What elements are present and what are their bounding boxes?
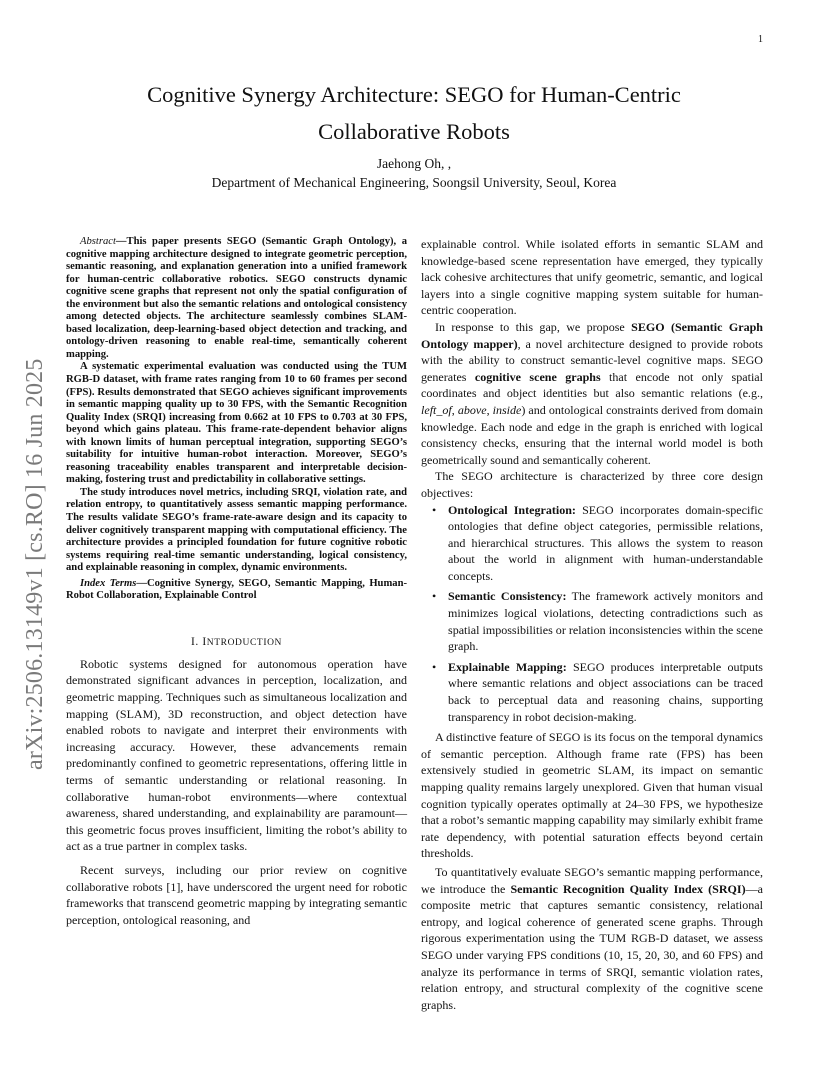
text-run: , xyxy=(486,402,493,417)
intro-paragraph-2: Recent surveys, including our prior review on cognitive collaborative robots [1], have underscored the urgent need for robotic frameworks that transcend geometric mapping by integrating semantic perception, ontological reasoning, and xyxy=(66,862,407,927)
intro-paragraph-7 xyxy=(421,864,763,1013)
arxiv-identifier: arXiv:2506.13149v1 [cs.RO] 16 Jun 2025 xyxy=(22,358,48,770)
relation-left-of: left_of xyxy=(421,402,452,417)
abstract-paragraph-3: The study introduces novel metrics, including SRQI, violation rate, and relation entropy, to quantitatively assess semantic mapping performance. The results validate SEGO’s frame-rate-aware design and its capacity to deliver cognitively transparent mapping with computational efficiency. The architecture provides a principled foundation for future cognitive robotic systems requiring real-time semantic understanding, logical consistency, and explainable reasoning in complex, dynamic environments. xyxy=(66,486,407,574)
index-terms-label: Index Terms xyxy=(80,577,137,589)
intro-paragraph-3: explainable control. While isolated efforts in semantic SLAM and knowledge-based scene representation have emerged, they typically lack cohesive architectures that unify geometric, semantic, and logical layers into a single cognitive mapping system suitable for human-centric cooperation. xyxy=(421,237,763,318)
abstract-label: Abstract xyxy=(80,236,116,247)
bullet-icon: • xyxy=(432,589,437,604)
text-run: —a composite metric that captures semantic consistency, relational entropy, and logical coherence of generated scene graphs. Through rigorous experimentation using the TUM RGB-D dataset, we assess SEGO under varying FPS conditions (10, 15, 20, 30, and 60 FPS) and analyze its performance in terms of SRQI, semantic violation rates, relation entropy, and structural complexity of the cognitive scene graphs. xyxy=(421,881,763,1012)
author-affiliation: Department of Mechanical Engineering, Soongsil University, Seoul, Korea xyxy=(211,175,617,190)
objective-text: SEGO produces interpretable outputs where semantic relations and object associations can be traced back to perceptual data and reasoning chains, supporting transparency in robot decision-making. xyxy=(448,659,763,724)
relation-above: above xyxy=(457,402,487,417)
bullet-icon: • xyxy=(432,659,437,674)
text-run: , a novel architecture designed to provide robots with the ability to construct semantic-level cognitive maps. SEGO generates xyxy=(421,336,763,384)
abstract-text-1: —This paper presents SEGO (Semantic Graph Ontology), a cognitive mapping architecture designed to integrate geometric perception, semantic reasoning, and explanation generation into a unified framework for human-centric collaborative robotics. SEGO constructs dynamic cognitive scene graphs that represent not only the spatial configuration of the environment but also the semantic relations and ontological consistency among detected objects. The architecture seamlessly combines SLAM-based localization, deep-learning-based object detection and tracking, and ontology-driven reasoning to enable real-time, semantically coherent mapping. xyxy=(66,236,407,360)
intro-paragraph-4 xyxy=(421,319,763,468)
text-run: that encode not only spatial coordinates and object identities but also semantic relations (e.g., xyxy=(421,369,763,401)
design-objectives-list xyxy=(421,502,763,726)
text-run: To quantitatively evaluate SEGO’s semantic mapping performance, we introduce the xyxy=(421,864,763,896)
objective-text: The framework actively monitors and minimizes logical violations, detecting contradictions such as spatial impossibilities or relation inconsistencies within the scene graph. xyxy=(448,589,763,654)
objective-item xyxy=(421,588,763,654)
intro-paragraph-5: The SEGO architecture is characterized by three core design objectives: xyxy=(421,469,763,500)
paper-title xyxy=(70,76,758,150)
index-terms-text: —Cognitive Synergy, SEGO, Semantic Mapping, Human-Robot Collaboration, Explainable Control xyxy=(66,577,407,602)
srqi-term: Semantic Recognition Quality Index (SRQI) xyxy=(510,881,746,896)
objective-item xyxy=(421,502,763,585)
section-heading-introduction xyxy=(66,636,407,648)
sego-term: SEGO (Semantic Graph Ontology mapper) xyxy=(421,319,763,351)
text-run: ) and ontological constraints derived from domain knowledge. Each node and edge in the graph is enriched with logical consistency checks, ensuring that the internal world model is both geometrically sound and semantically coherent. xyxy=(421,402,763,467)
text-run: , xyxy=(451,402,458,417)
cognitive-scene-graphs-term: cognitive scene graphs xyxy=(474,369,601,384)
right-column xyxy=(421,236,763,1013)
page-number: 1 xyxy=(758,34,763,45)
objective-label: Semantic Consistency: xyxy=(448,589,567,604)
title-line-1: Cognitive Synergy Architecture: SEGO for Human-Centric xyxy=(147,82,681,107)
relation-inside: inside xyxy=(492,402,522,417)
title-line-2: Collaborative Robots xyxy=(318,119,510,144)
bullet-icon: • xyxy=(432,502,437,517)
section-title-rest: NTRODUCTION xyxy=(206,637,283,648)
left-column xyxy=(66,236,407,928)
intro-paragraph-6: A distinctive feature of SEGO is its focus on the temporal dynamics of semantic perception. Although frame rate (FPS) has been extensively studied in geometric SLAM, its impact on semantic mapping quality remains largely unexplored. Given that human visual cognition typically operates optimally at 24–30 FPS, we hypothesize that a robot’s semantic mapping capability may similarly exhibit frame rate dependency, with potential saturation effects beyond certain thresholds. xyxy=(421,730,763,861)
abstract-paragraph-1 xyxy=(66,236,407,361)
text-run: In response to this gap, we propose xyxy=(435,319,632,334)
abstract-paragraph-2: A systematic experimental evaluation was conducted using the TUM RGB-D dataset, with frame rates ranging from 10 to 60 frames per second (FPS). Results demonstrated that SEGO achieves significant improvements in semantic mapping quality up to 30 FPS, with the Semantic Recognition Quality Index (SRQI) increasing from 0.662 at 10 FPS to 0.703 at 30 FPS, beyond which gains plateau. This frame-rate-dependent behavior aligns with known limits of human perceptual integration, supporting SEGO’s suitability for intuitive human-robot interaction. Moreover, SEGO’s reasoning traceability enables transparent and interpretable decision-making, fostering trust and predictability in collaborative settings. xyxy=(66,361,407,486)
intro-paragraph-1: Robotic systems designed for autonomous operation have demonstrated significant advances in perception, localization, and geometric mapping. Techniques such as simultaneous localization and mapping (SLAM), 3D reconstruction, and object detection have enabled robots to navigate and interpret their environments with increasing accuracy. However, these advancements remain predominantly confined to geometric representations, offering little in terms of semantic understanding or relational reasoning. In collaborative human-robot environments—where contextual awareness, shared understanding, and explainability are paramount—this geometric focus proves insufficient, limiting the robot’s ability to act as a true partner in complex tasks. xyxy=(66,656,407,854)
objective-label: Explainable Mapping: xyxy=(448,659,567,674)
section-numeral: I. I xyxy=(190,635,207,648)
objective-item xyxy=(421,659,763,725)
objective-label: Ontological Integration: xyxy=(448,502,576,517)
author-name: Jaehong Oh, , xyxy=(376,156,452,171)
index-terms xyxy=(66,578,407,603)
objective-text: SEGO incorporates domain-specific ontologies that define object categories, permissible relations, and hierarchical structures. This allows the system to reason about the world in alignment with human-understandable concepts. xyxy=(448,502,764,583)
